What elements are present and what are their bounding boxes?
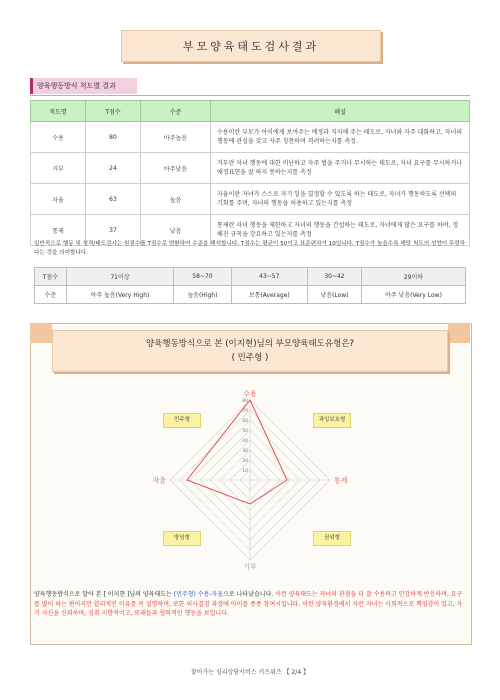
radar-tick-label: 10: [242, 469, 248, 474]
panel-corner-left: [30, 323, 52, 343]
range-cell: 58~70: [174, 268, 231, 286]
level-cell: 아주 높음(Very High): [66, 286, 173, 304]
quadrant-neglectful: 방임형: [163, 531, 201, 546]
scale-tscore: 80: [86, 122, 141, 153]
type-question: 양육행동방식으로 본 (이지현)님의 부모양육태도유형은?: [145, 339, 355, 349]
scale-level: 낮음: [141, 215, 211, 246]
scale-level: 아주낮음: [141, 153, 211, 184]
range-row: [35, 268, 466, 286]
axis-label-acceptance: 수용: [243, 390, 257, 398]
summary-outcome: 이런 양육환경에서 자란 자녀는 사회적으로 책임감이 있고, 자기 자신을 신뢰하며, 성취 지향적이고, 또래들과 협력적인 행동을 보입니다.: [34, 600, 463, 617]
scale-desc: 거부란 자녀 행동에 대한 비난하고 자주 벌을 주거나 무시하는 태도로, 자녀 요구를 무시하거나 애정표현을 잘 하지 못하는지를 측정: [211, 153, 470, 184]
table-row: [31, 122, 470, 153]
level-label: 수준: [35, 286, 67, 304]
axis-label-autonomy: 자율: [152, 476, 166, 485]
quadrant-democratic: 민주형: [163, 413, 201, 428]
scale-name: 거부: [31, 153, 86, 184]
section-divider: [30, 95, 470, 96]
scale-tscore: 63: [86, 184, 141, 215]
report-title-text: 부모양육태도검사결과: [182, 40, 320, 53]
scale-level: 높음: [141, 184, 211, 215]
axis-label-rejection: 거부: [243, 563, 257, 571]
panel-corner-right: [448, 323, 470, 343]
range-cell: 29이하: [361, 268, 465, 286]
table-row: [31, 184, 470, 215]
type-answer: ( 민주형 ): [231, 353, 269, 363]
quadrant-authoritarian: 권위형: [313, 531, 351, 546]
header-tscore: T점수: [86, 101, 141, 122]
summary-description: 이런 양육태도는 자녀의 관점을 더 잘 수용하고 민감하게 반응하며, 요구를 많이 하는 편이지만 합리적인 이유를 꼭 설명하며, 또한 의사결정 과정에 아이를 종종 참여시킵니다.: [34, 591, 463, 608]
scale-name: 자율: [31, 184, 86, 215]
section-title: 양육행동방식 척도별 결과: [30, 78, 137, 94]
scale-desc: 수용이란 부모가 아이에게 보여주는 애정과 지지해 주는 태도로, 자녀와 자주 대화하고, 자녀의 행동에 관심을 갖고 자주 칭찬하며 격려하는지를 측정.: [211, 122, 470, 153]
tscore-range-table: [34, 267, 466, 304]
radar-tick-label: 30: [242, 449, 248, 454]
report-title: [121, 30, 381, 62]
summary-intro: 양육행동방식으로 알아 본 [ 이지현 ]님의 양육태도는: [34, 591, 172, 598]
page-footer: 찾아가는 심리상담서비스 키즈위즈 【 2/4 】: [190, 669, 310, 676]
range-cell: 71이상: [66, 268, 173, 286]
range-cell: 30~42: [307, 268, 361, 286]
radar-tick-label: 70: [242, 409, 248, 414]
summary-type: (민주형) 수용-자율: [173, 591, 224, 598]
scale-level: 아주높음: [141, 122, 211, 153]
level-cell: 낮음(Low): [307, 286, 361, 304]
tscore-note: 일반적으로 행동 및 성격/태도검사는 원점수를 T점수로 변환하여 수준을 해석합니다. T점수는 평균이 50이고 표준편차가 10입니다. T점수가 높을수록 해당 척도의 성향이 뚜렷하다는 것을 의미합니다.: [34, 241, 466, 256]
level-row: [35, 286, 466, 304]
radar-tick-label: 20: [242, 459, 248, 464]
scale-tscore: 24: [86, 153, 141, 184]
radar-tick-label: 50: [242, 429, 248, 434]
range-cell: 43~57: [231, 268, 307, 286]
range-label: T점수: [35, 268, 67, 286]
scale-name: 통제: [31, 215, 86, 246]
radar-tick-label: 80: [242, 399, 248, 404]
radar-tick-label: 60: [242, 419, 248, 424]
header-desc: 해설: [211, 101, 470, 122]
table-header-row: [31, 101, 470, 122]
radar-tick-label: 40: [242, 439, 248, 444]
scale-score-table: [30, 100, 470, 246]
header-level: 수준: [141, 101, 211, 122]
header-scale: 척도명: [31, 101, 86, 122]
axis-label-control: 통제: [334, 476, 348, 485]
radar-chart: [150, 375, 350, 585]
type-question-box: [52, 330, 448, 372]
level-cell: 보통(Average): [231, 286, 307, 304]
result-summary: [34, 590, 466, 619]
scale-name: 수용: [31, 122, 86, 153]
scale-tscore: 37: [86, 215, 141, 246]
quadrant-overprotective: 과잉보호형: [313, 413, 351, 428]
scale-desc: 통제란 자녀 행동을 제한하고 자녀의 행동을 간섭하는 태도로, 자녀에게 많은 요구를 하며, 정해진 규칙을 강요하고 있는지를 측정: [211, 215, 470, 246]
summary-connector: 으로 나타났습니다.: [223, 591, 274, 598]
table-row: [31, 153, 470, 184]
scale-desc: 자율이란 자녀가 스스로 자기 일을 결정할 수 있도록 하는 태도로, 자녀가 행동하도록 선택의 기회를 주며, 자녀의 행동을 허용하고 있는지를 측정: [211, 184, 470, 215]
level-cell: 높음(High): [174, 286, 231, 304]
level-cell: 아주 낮음(Very Low): [361, 286, 465, 304]
